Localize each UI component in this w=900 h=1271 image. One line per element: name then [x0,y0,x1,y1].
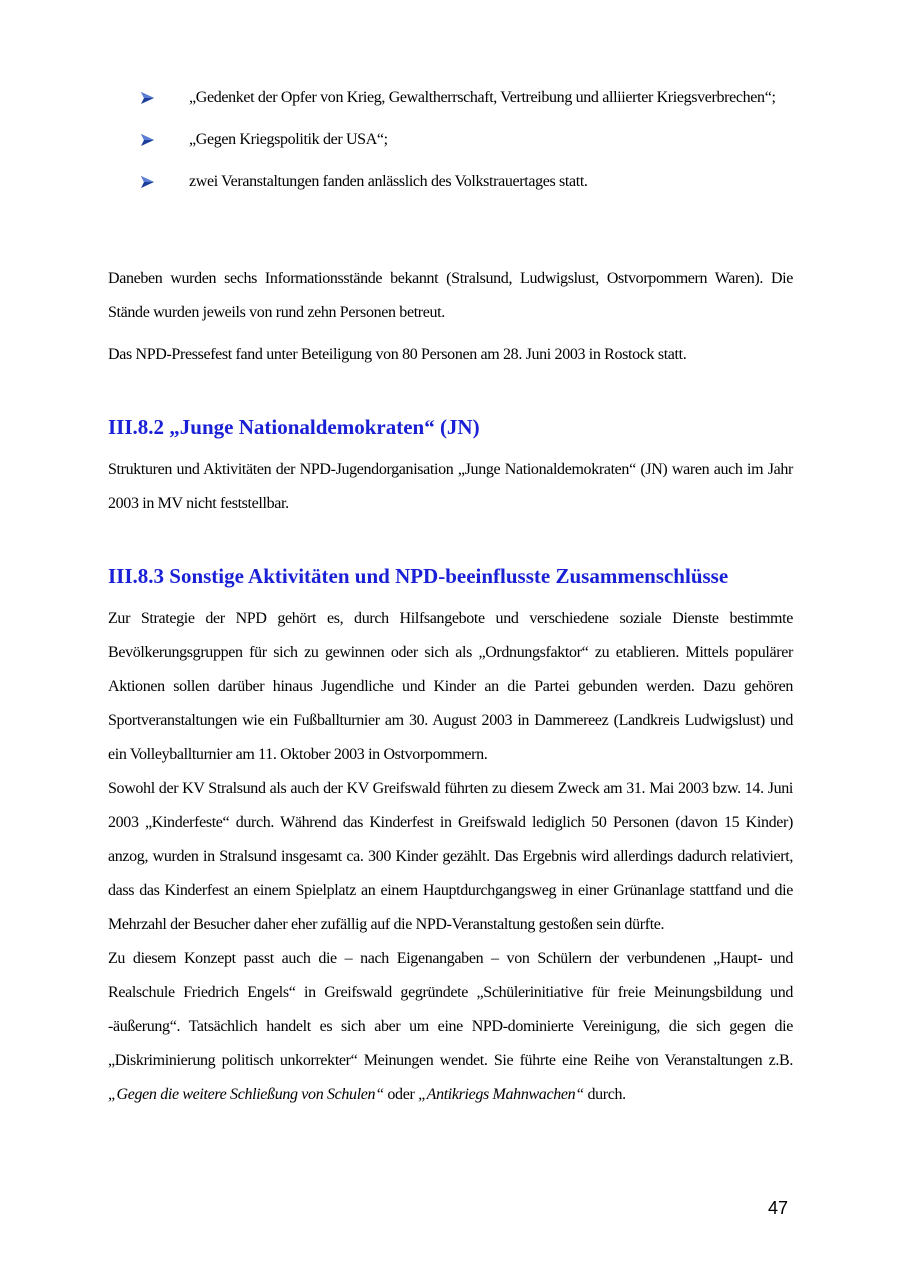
list-item [135,123,795,157]
section-other [108,562,793,1112]
bullet-text: „Gegen Kriegspolitik der USA“; [189,131,388,148]
bullet-text: „Gedenket der Opfer von Krieg, Gewaltherrschaft, Vertreibung und alliierter Kriegsverbrechen“; [189,89,776,106]
list-item [135,81,795,115]
italic-quote: „Gegen die weitere Schließung von Schulen“ [108,1086,384,1103]
section-heading-other: III.8.3 Sonstige Aktivitäten und NPD-beeinflusste Zusammenschlüsse [108,564,729,588]
bullet-list [135,81,795,207]
triangle-right-arrow-icon [139,132,155,148]
bullet-text: zwei Veranstaltungen fanden anlässlich des Volkstrauertages statt. [189,173,588,190]
paragraph-jn: Strukturen und Aktivitäten der NPD-Jugendorganisation „Junge Nationaldemokraten“ (JN) waren auch im Jahr 2003 in MV nicht feststellbar. [108,461,793,512]
paragraph-text: oder [383,1086,419,1103]
paragraph-text: Zu diesem Konzept passt auch die – nach Eigenangaben – von Schülern der verbundenen „Haupt- und Realschule Friedrich Engels“ in Greifswald gegründete „Schülerinitiative für freie Meinungsbildung und -äußerung“. Tatsächlich handelt es sich aber um eine NPD-dominierte Vereinigung, die sich gegen die „Diskriminierung politisch unkorrekter“ Meinungen wendet. Sie führte eine Reihe von Veranstaltungen z.B. [108,950,793,1069]
list-item [135,165,795,199]
paragraph-info-stands: Daneben wurden sechs Informationsstände bekannt (Stralsund, Ludwigslust, Ostvorpommern Waren). Die Stände wurden jeweils von rund zehn Personen betreut. [108,270,793,321]
paragraph-kinderfeste: Sowohl der KV Stralsund als auch der KV Greifswald führten zu diesem Zweck am 31. Mai 2003 bzw. 14. Juni 2003 „Kinderfeste“ durch. Während das Kinderfest in Greifswald lediglich 50 Personen (davon 15 Kinder) anzog, wurden in Stralsund insgesamt ca. 300 Kinder gezählt. Das Ergebnis wird allerdings dadurch relativiert, dass das Kinderfest an einem Spielplatz an einem Hauptdurchgangsweg in einer Grünanlage stattfand und die Mehrzahl der Besucher daher eher zufällig auf die NPD-Veranstaltung gestoßen sein dürfte. [108,780,793,933]
paragraph-strategy: Zur Strategie der NPD gehört es, durch Hilfsangebote und verschiedene soziale Dienste bestimmte Bevölkerungsgruppen für sich zu gewinnen oder sich als „Ordnungsfaktor“ zu etablieren. Mittels populärer Aktionen sollen darüber hinaus Jugendliche und Kinder an die Partei gebunden werden. Dazu gehören Sportveranstaltungen wie ein Fußballturnier am 30. August 2003 in Dammereez (Landkreis Ludwigslust) und ein Volleyballturnier am 11. Oktober 2003 in Ostvorpommern. [108,610,793,763]
page-number: 47 [768,1198,789,1218]
triangle-right-arrow-icon [139,174,155,190]
intro-section [108,262,793,372]
paragraph-pressefest: Das NPD-Pressefest fand unter Beteiligung von 80 Personen am 28. Juni 2003 in Rostock statt. [108,346,687,363]
triangle-right-arrow-icon [139,90,155,106]
paragraph-text: durch. [583,1086,626,1103]
section-jn [108,413,793,521]
paragraph-schuelerinitiative [108,942,793,1112]
section-heading-jn: III.8.2 „Junge Nationaldemokraten“ (JN) [108,415,480,439]
italic-quote: „Antikriegs Mahnwachen“ [418,1086,584,1103]
